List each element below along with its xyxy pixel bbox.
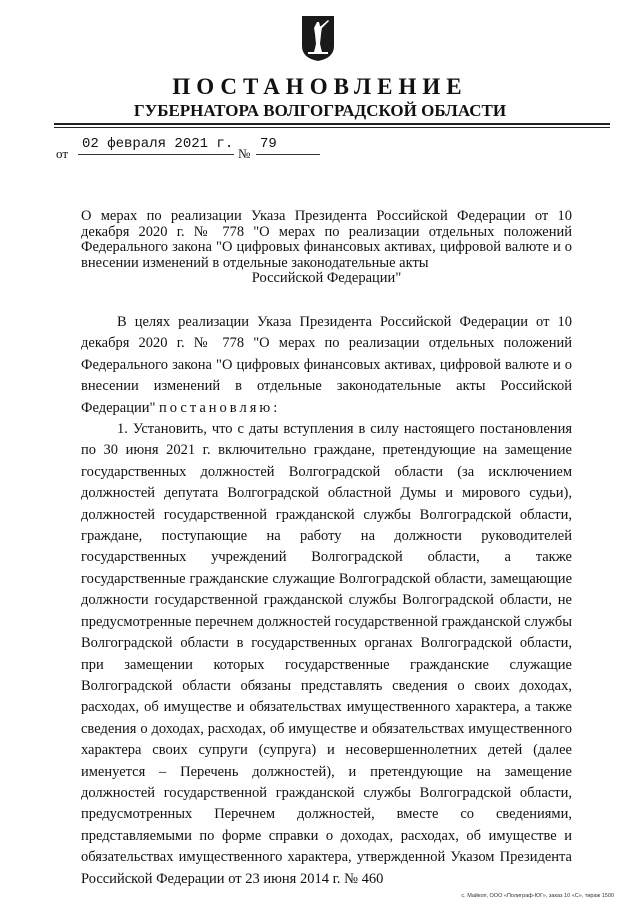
item-1-paragraph: 1. Установить, что с даты вступления в силу настоящего постановления по 30 июня 2021 г. включительно граждане, претендующие на замещение государственных должностей Волгоградской области (за исключением должностей депутата Волгоградской областной Думы и мирового судьи), должностей государственной гражданской службы Волгоградской области, граждане, поступающие на работу на должности руководителей государственных учреждений Волгоградской области, а также государственные гражданские служащие Волгоградской области, замещающие должности государственной гражданской службы Волгоградской области, не предусмотренные перечнем должностей государственной гражданской службы Волгоградской области в государственных органах Волгоградской области, при замещении которых государственные гражданские служащие Волгоградской области обязаны представлять сведения о своих доходах, расходах, об имуществе и обязательствах имущественного характера, а также сведения о доходах, расходах, об имуществе и обязательствах имущественного характера своих супруги (супруга) и несовершеннолетних детей (далее именуется – Перечень должностей), и претендующие на замещение должностей государственной гражданской службы Волгоградской области, предусмотренных Перечнем должностей, вместе со сведениями, представляемыми по форме справки о доходах, расходах, об имуществе и обязательствах имущественного характера, утвержденной Указом Президента Российской Федерации от 23 июня 2014 г. № 460	[81, 421, 572, 887]
number-value: 79	[256, 136, 320, 155]
print-info: с. Майкоп, ООО «Полиграф-ЮГ», заказ 10 «С», тираж 1500	[461, 893, 614, 899]
volgograd-coat-of-arms-icon	[300, 14, 336, 62]
preamble-text: В целях реализации Указа Президента Российской Федерации от 10 декабря 2020 г. № 778 "О мерах по реализации отдельных положений Федерального закона "О цифровых финансовых активах, цифровой валюте и о внесении изменений в отдельные законодательные акты Российской Федерации"	[81, 314, 572, 416]
number-label: №	[238, 146, 251, 161]
issuer-title: ГУБЕРНАТОРА ВОЛГОГРАДСКОЙ ОБЛАСТИ	[133, 101, 507, 120]
header-divider	[54, 123, 610, 125]
decree-word: постановляю:	[159, 399, 281, 416]
document-body	[81, 312, 572, 890]
header-divider-thin	[54, 127, 610, 128]
document-subject	[81, 209, 572, 287]
date-label: от	[56, 146, 69, 161]
preamble-paragraph	[81, 312, 572, 419]
document-title: ПОСТАНОВЛЕНИЕ	[172, 74, 468, 99]
subject-last-line: Российской Федерации"	[251, 270, 402, 286]
subject-text: О мерах по реализации Указа Президента Российской Федерации от 10 декабря 2020 г. № 778 "О мерах по реализации отдельных положений Федерального закона "О цифровых финансовых активах, цифровой валюте и о внесении изменений в отдельные законодательные акты	[81, 208, 572, 271]
date-value: 02 февраля 2021 г.	[78, 136, 234, 155]
